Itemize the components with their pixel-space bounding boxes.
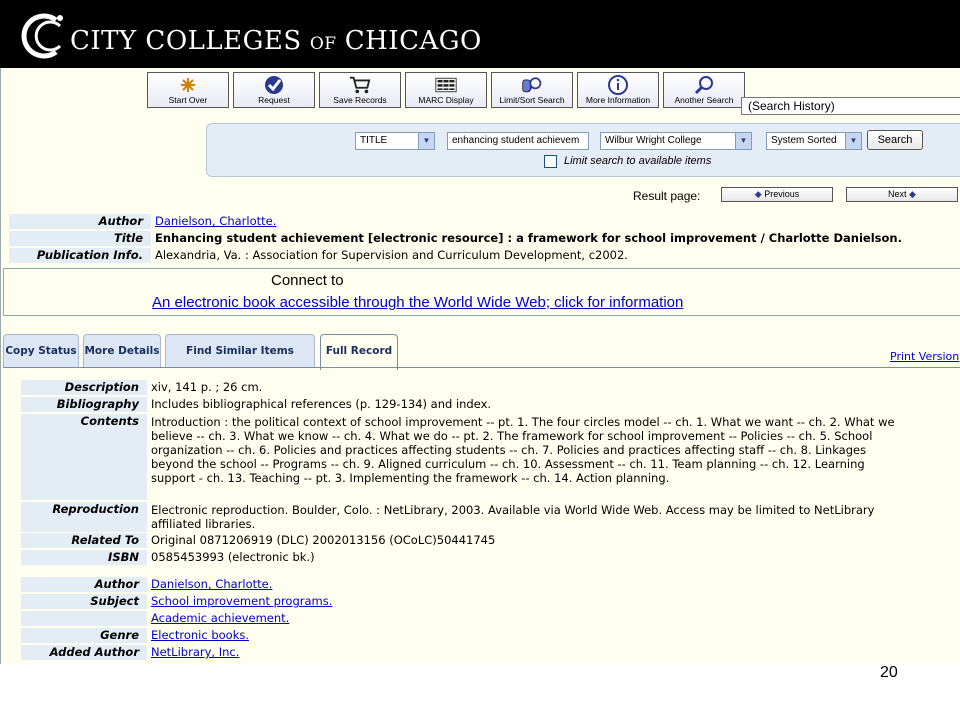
request-label: Request — [258, 95, 290, 105]
record-row-subject — [21, 594, 960, 609]
electronic-book-link[interactable]: An electronic book accessible through the World Wide Web; click for information — [152, 294, 684, 311]
limit-sort-search-label: Limit/Sort Search — [499, 95, 565, 105]
record-label: Subject — [21, 594, 147, 609]
print-version-link[interactable]: Print Version — [890, 350, 960, 363]
slide-page-number: 20 — [880, 664, 898, 681]
record-row-contents — [21, 414, 960, 500]
tab-divider — [3, 367, 960, 368]
summary-label: Title — [9, 231, 151, 246]
save-records-button[interactable] — [319, 72, 401, 108]
search-history-select[interactable]: (Search History) — [741, 97, 960, 115]
cart-icon — [349, 75, 371, 95]
location-value: Wilbur Wright College — [605, 135, 702, 146]
record-subject-link[interactable]: Academic achievement. — [151, 611, 290, 625]
previous-button[interactable] — [721, 187, 833, 202]
catalog-toolbar — [147, 72, 745, 110]
summary-row-title — [9, 231, 960, 246]
tab-find-similar-items[interactable]: Find Similar Items — [165, 334, 315, 368]
record-added-author-link[interactable]: NetLibrary, Inc. — [151, 645, 240, 659]
sort-select[interactable] — [766, 132, 862, 150]
record-label: Genre — [21, 628, 147, 643]
more-information-button[interactable] — [577, 72, 659, 108]
record-row-subject-2 — [21, 611, 960, 626]
hand-magnifier-icon — [521, 75, 543, 95]
limit-available-label: Limit search to available items — [564, 155, 712, 167]
summary-row-publication — [9, 248, 960, 263]
tab-full-record[interactable]: Full Record — [320, 334, 398, 370]
connect-title: Connect to — [271, 272, 344, 289]
record-row-author — [21, 577, 960, 592]
city-colleges-logo-icon — [16, 10, 68, 62]
sort-value: System Sorted — [771, 135, 837, 146]
info-icon — [607, 75, 629, 95]
connect-box — [3, 268, 960, 316]
record-value: Includes bibliographical references (p. 129-134) and index. — [151, 397, 492, 411]
summary-title-value: Enhancing student achievement [electronic resource] : a framework for school improvement / Charlotte Danielson. — [155, 231, 902, 245]
record-row-isbn — [21, 550, 960, 565]
chevron-down-icon: ▼ — [735, 133, 751, 149]
marc-grid-icon — [435, 75, 457, 95]
checkmark-icon — [263, 75, 285, 95]
summary-label: Author — [9, 214, 151, 229]
record-subject-link[interactable]: School improvement programs. — [151, 594, 333, 608]
chevron-down-icon: ▼ — [418, 133, 434, 149]
logo-of-text: OF — [309, 34, 337, 54]
tab-more-details[interactable]: More Details — [83, 334, 161, 368]
more-information-label: More Information — [585, 95, 651, 105]
limit-sort-search-button[interactable] — [491, 72, 573, 108]
marc-display-label: MARC Display — [418, 95, 474, 105]
summary-row-author — [9, 214, 960, 229]
record-label: ISBN — [21, 550, 147, 565]
location-select[interactable] — [600, 132, 752, 150]
record-genre-link[interactable]: Electronic books. — [151, 628, 250, 642]
previous-label: Previous — [764, 189, 800, 199]
record-label — [21, 611, 147, 626]
record-value: xiv, 141 p. ; 26 cm. — [151, 380, 263, 394]
summary-label: Publication Info. — [9, 248, 151, 263]
record-label: Author — [21, 577, 147, 592]
record-row-added-author — [21, 645, 960, 660]
record-row-bibliography — [21, 397, 960, 412]
search-query-input[interactable]: enhancing student achievem — [447, 132, 589, 150]
next-label: Next — [888, 189, 907, 199]
magnifier-icon — [693, 75, 715, 95]
site-header — [0, 0, 960, 68]
record-row-related-to — [21, 533, 960, 548]
record-label: Bibliography — [21, 397, 147, 412]
tab-copy-status[interactable]: Copy Status — [3, 334, 79, 368]
request-button[interactable] — [233, 72, 315, 108]
record-label: Added Author — [21, 645, 147, 660]
search-field-select[interactable] — [355, 132, 435, 150]
logo-main-text: CITY COLLEGES — [70, 26, 302, 56]
record-value: 0585453993 (electronic bk.) — [151, 550, 315, 564]
record-label: Contents — [21, 414, 147, 500]
record-label: Related To — [21, 533, 147, 548]
start-over-button[interactable] — [147, 72, 229, 108]
save-records-label: Save Records — [333, 95, 387, 105]
marc-display-button[interactable] — [405, 72, 487, 108]
record-value: Original 0871206919 (DLC) 2002013156 (OCoLC)50441745 — [151, 533, 496, 547]
record-row-genre — [21, 628, 960, 643]
search-button[interactable]: Search — [867, 130, 923, 150]
sparkle-icon — [177, 75, 199, 95]
record-label: Reproduction — [21, 502, 147, 532]
start-over-label: Start Over — [168, 95, 208, 105]
search-field-value: TITLE — [360, 135, 388, 146]
another-search-label: Another Search — [674, 95, 734, 105]
record-author-link[interactable]: Danielson, Charlotte. — [151, 577, 273, 591]
logo-wordmark — [70, 26, 482, 56]
another-search-button[interactable] — [663, 72, 745, 108]
arrow-right-icon: ◆ — [909, 189, 916, 199]
search-panel — [206, 123, 960, 177]
record-value: Introduction : the political context of school improvement -- pt. 1. The four circles model -- ch. 1. What we want -- ch. 2. What we believe -- ch. 3. What we know -- ch. 4. What we do -- pt. 2. The framework for school improvement -- Policies -- ch. 5. School organization -- ch. 6. Policies and practices affecting students -- ch. 7. Policies and practices affecting staff -- ch. 8. Linkages beyond the school -- Programs -- ch. 9. Aligned curriculum -- ch. 10. Assessment -- ch. 11. Team planning -- ch. 12. Learning support - ch. 13. Teaching -- pt. 3. Implementing the framework -- ch. 14. Action planning. — [151, 415, 895, 485]
summary-publication-value: Alexandria, Va. : Association for Supervision and Curriculum Development, c2002. — [155, 248, 628, 262]
limit-available-checkbox[interactable] — [544, 155, 557, 168]
record-row-reproduction — [21, 502, 960, 532]
record-row-description — [21, 380, 960, 395]
arrow-left-icon: ◆ — [754, 189, 762, 199]
record-label: Description — [21, 380, 147, 395]
chevron-down-icon: ▼ — [845, 133, 861, 149]
result-page-label: Result page: — [633, 189, 701, 203]
summary-author-link[interactable]: Danielson, Charlotte. — [155, 214, 277, 228]
logo-end-text: CHICAGO — [344, 26, 482, 56]
next-button[interactable] — [846, 187, 958, 202]
catalog-page — [0, 68, 960, 664]
record-value: Electronic reproduction. Boulder, Colo. : NetLibrary, 2003. Available via World Wide Web. Access may be limited to NetLibrary affiliated libraries. — [151, 503, 875, 531]
